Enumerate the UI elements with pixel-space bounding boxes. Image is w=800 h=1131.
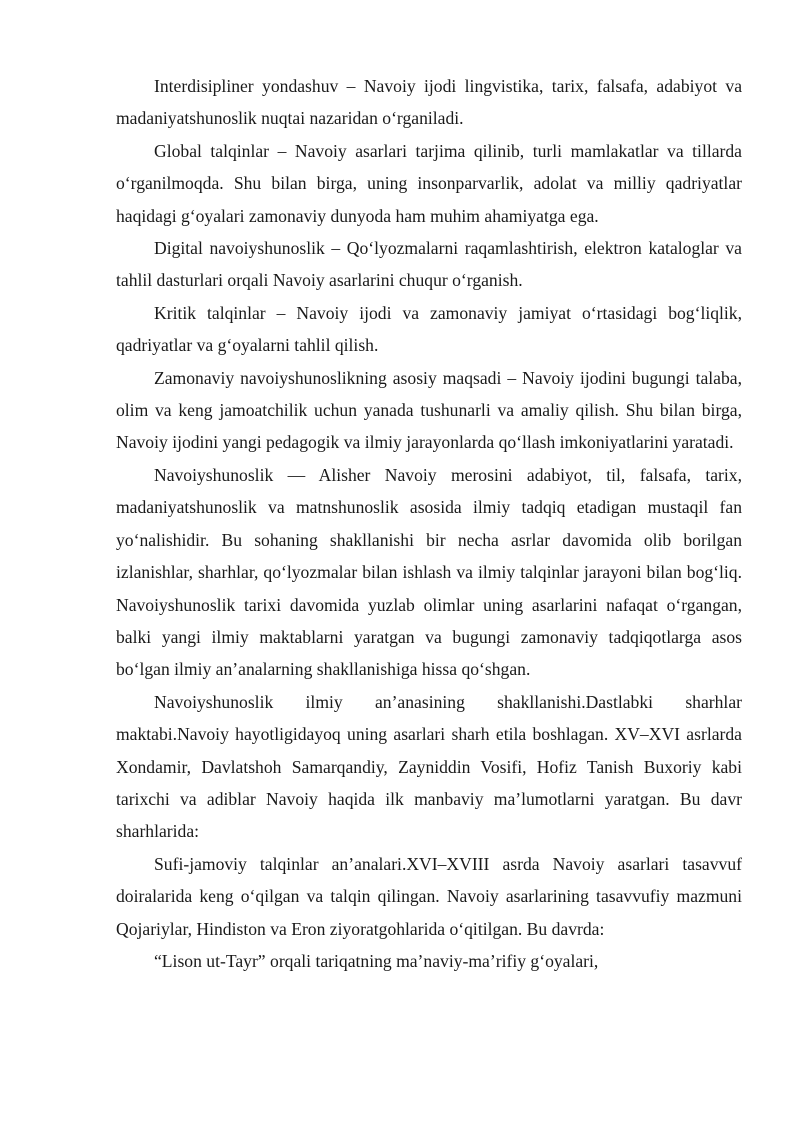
document-body	[116, 70, 742, 977]
paragraph-scholarly-tradition: Navoiyshunoslik ilmiy an’anasining shakllanishi.Dastlabki sharhlar maktabi.Navoiy hayotligidayoq uning asarlari sharh etila boshlagan. XV–XVI asrlarda Xondamir, Davlatshoh Samarqandiy, Zayniddin Vosifi, Hofiz Tanish Buxoriy kabi tarixchi va adiblar Navoiy haqida ilk manbaviy ma’lumotlarni yaratgan. Bu davr sharhlarida:	[116, 691, 742, 842]
paragraph-global-interpretations: Global talqinlar – Navoiy asarlari tarjima qilinib, turli mamlakatlar va tillarda o‘rganilmoqda. Shu bilan birga, uning insonparvarlik, adolat va milliy qadriyatlar haqidagi g‘oyalari zamonaviy dunyoda ham muhim ahamiyatga ega.	[116, 140, 742, 226]
paragraph-lison-ut-tayr: “Lison ut-Tayr” orqali tariqatning ma’naviy-ma’rifiy g‘oyalari,	[154, 950, 599, 971]
paragraph-sufi-traditions: Sufi-jamoviy talqinlar an’analari.XVI–XVIII asrda Navoiy asarlari tasavvuf doiralarida keng o‘qilgan va talqin qilingan. Navoiy asarlarining tasavvufiy mazmuni Qojariylar, Hindiston va Eron ziyoratgohlarida o‘qitilgan. Bu davrda:	[116, 853, 742, 939]
paragraph-interdisciplinary-approach: Interdisipliner yondashuv – Navoiy ijodi lingvistika, tarix, falsafa, adabiyot va madaniyatshunoslik nuqtai nazaridan o‘rganiladi.	[116, 76, 742, 129]
paragraph-navoi-studies-definition: Navoiyshunoslik — Alisher Navoiy merosini adabiyot, til, falsafa, tarix, madaniyatshunoslik va matnshunoslik asosida ilmiy tadqiq etadigan mustaqil fan yo‘nalishidir. Bu sohaning shakllanishi bir necha asrlar davomida olib borilgan izlanishlar, sharhlar, qo‘lyozmalar bilan ishlash va ilmiy talqinlar jarayoni bilan bog‘liq. Navoiyshunoslik tarixi davomida yuzlab olimlar uning asarlarini nafaqat o‘rgangan, balki yangi ilmiy maktablarni yaratgan va bugungi zamonaviy tadqiqotlarga asos bo‘lgan ilmiy an’analarning shakllanishiga hissa qo‘shgan.	[116, 464, 742, 680]
paragraph-digital-navoi-studies: Digital navoiyshunoslik – Qo‘lyozmalarni raqamlashtirish, elektron kataloglar va tahlil dasturlari orqali Navoiy asarlarini chuqur o‘rganish.	[116, 238, 742, 291]
paragraph-critical-interpretations: Kritik talqinlar – Navoiy ijodi va zamonaviy jamiyat o‘rtasidagi bog‘liqlik, qadriyatlar va g‘oyalarni tahlil qilish.	[116, 302, 742, 356]
paragraph-main-goal: Zamonaviy navoiyshunoslikning asosiy maqsadi – Navoiy ijodini bugungi talaba, olim va keng jamoatchilik uchun yanada tushunarli va amaliy qilish. Shu bilan birga, Navoiy ijodini yangi pedagogik va ilmiy jarayonlarda qo‘llash imkoniyatlarini yaratadi.	[116, 367, 742, 453]
